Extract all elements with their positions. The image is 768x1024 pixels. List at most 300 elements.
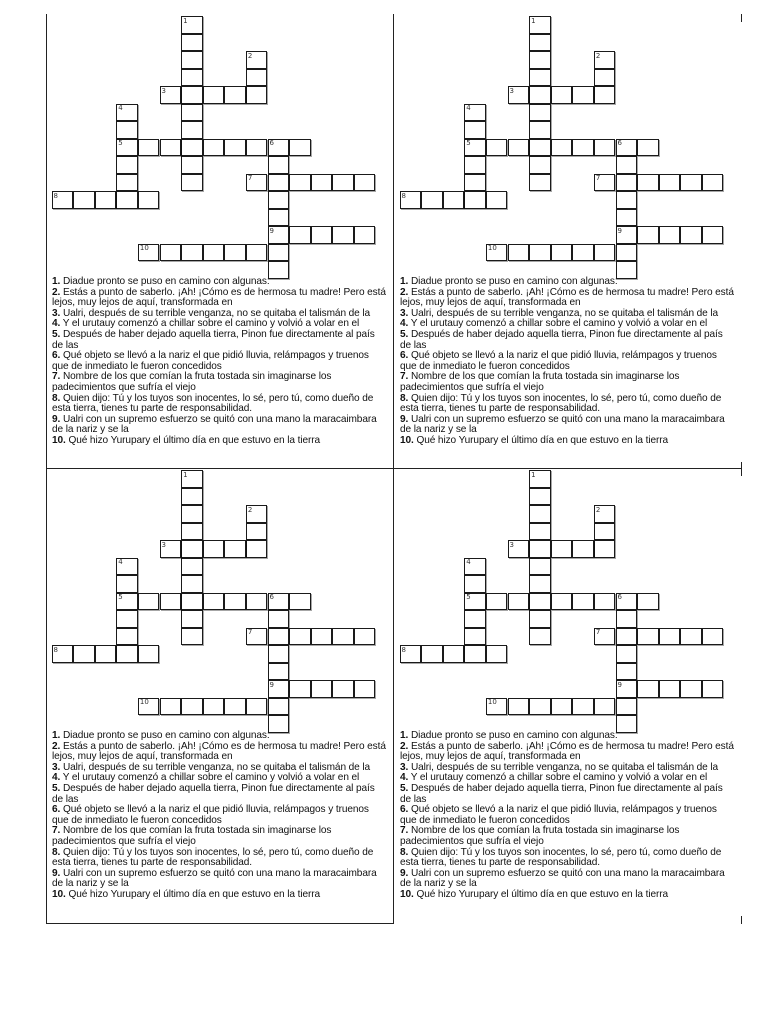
clue-number-label: 4 [118, 558, 123, 566]
clue-number-label: 7 [247, 628, 253, 636]
puzzle-panel-bottom-right [394, 468, 742, 922]
clue-text: Y el urutauy comenzó a chillar sobre el camino y volvió a volar en el [62, 318, 360, 330]
crossword-cell[interactable] [616, 174, 638, 192]
crossword-cell[interactable] [246, 69, 268, 87]
crossword-cell[interactable] [680, 174, 702, 192]
crossword-cell[interactable] [354, 628, 376, 646]
crossword-cell[interactable] [464, 174, 486, 192]
crossword-cell[interactable] [246, 698, 268, 716]
crossword-cell[interactable] [246, 244, 268, 262]
crossword-cell[interactable] [529, 558, 551, 576]
crossword-cell[interactable] [529, 593, 551, 611]
clue-item [400, 742, 736, 763]
clue-number-label: 8 [401, 645, 406, 654]
crossword-cell[interactable] [421, 191, 443, 209]
clue-number: 3. [52, 761, 61, 773]
clue-number-label: 7 [595, 628, 601, 636]
clue-number: 2. [52, 740, 61, 752]
clue-item [400, 784, 736, 805]
crossword-cell[interactable] [289, 680, 311, 698]
clue-text: Después de haber dejado aquella tierra, Pinon fue directamente al país de las [400, 328, 723, 351]
clue-text: Nombre de los que comían la fruta tostada sin imaginarse los padecimientos que sufría el viejo [52, 371, 332, 393]
crossword-cell[interactable] [508, 139, 530, 157]
clue-item [52, 742, 388, 763]
crossword-cell[interactable] [529, 174, 551, 192]
crossword-cell[interactable] [616, 191, 638, 209]
crossword-cell[interactable] [203, 593, 225, 611]
clue-number: 1. [400, 730, 409, 741]
puzzle-panel-top-right [394, 14, 742, 468]
clue-text: Estás a punto de saberlo. ¡Ah! ¡Cómo es de hermosa tu madre! Pero está lejos, muy lejos de aquí, transformada en [400, 740, 734, 763]
crossword-cell[interactable] [594, 139, 616, 157]
crossword-cell[interactable] [572, 139, 594, 157]
crossword-cell[interactable] [659, 628, 681, 646]
crossword-cell[interactable] [203, 698, 225, 716]
crossword-cell[interactable] [486, 593, 508, 611]
crossword-cell[interactable] [246, 593, 268, 611]
crossword-cell[interactable] [616, 715, 638, 733]
crossword-cell[interactable] [594, 86, 616, 104]
crossword-cell[interactable] [529, 610, 551, 628]
crossword-cell[interactable] [160, 698, 182, 716]
crossword-cell[interactable] [311, 628, 333, 646]
crossword-cell[interactable] [181, 558, 203, 576]
clue-item [400, 288, 736, 309]
crossword-cell[interactable] [572, 540, 594, 558]
clue-item [52, 330, 388, 351]
clue-text: Qué objeto se llevó a la nariz el que pidió lluvia, relámpagos y truenos que de inmediato le fueron concedidos [52, 804, 369, 826]
crossword-cell[interactable] [289, 226, 311, 244]
clue-number: 3. [400, 307, 409, 319]
crossword-cell[interactable] [203, 139, 225, 157]
crossword-cell[interactable] [268, 698, 290, 716]
crossword-cell[interactable] [616, 261, 638, 279]
clue-text: Quien dijo: Tú y los tuyos son inocentes, lo sé, pero tú, como dueño de esta tierra, tienes tu parte de responsabilidad. [52, 392, 374, 415]
crossword-cell[interactable] [268, 610, 290, 628]
clue-item [400, 890, 736, 901]
crossword-cell[interactable] [181, 540, 203, 558]
crossword-cell[interactable] [529, 523, 551, 541]
crossword-cell[interactable] [529, 34, 551, 52]
crossword-cell[interactable] [181, 121, 203, 139]
crossword-cell[interactable] [616, 209, 638, 227]
crossword-cell[interactable] [616, 645, 638, 663]
crossword-cell[interactable] [289, 174, 311, 192]
crossword-cell[interactable] [116, 156, 138, 174]
crossword-cell[interactable] [181, 523, 203, 541]
clue-number-label: 6 [617, 593, 622, 601]
clue-item [52, 288, 388, 309]
clue-item [52, 415, 388, 436]
crossword-cell[interactable] [116, 610, 138, 628]
crossword-cell[interactable] [421, 645, 443, 663]
crossword-cell[interactable] [529, 540, 551, 558]
crossword-cell[interactable] [268, 244, 290, 262]
crossword-cell[interactable] [181, 488, 203, 506]
crossword-cell[interactable] [289, 593, 311, 611]
clue-text: Quien dijo: Tú y los tuyos son inocentes, lo sé, pero tú, como dueño de esta tierra, tienes tu parte de responsabilidad. [52, 846, 374, 869]
clue-number: 5. [52, 782, 61, 794]
crossword-cell[interactable] [551, 698, 573, 716]
clue-item [400, 330, 736, 351]
crossword-cell[interactable] [508, 698, 530, 716]
crossword-cell[interactable] [224, 698, 246, 716]
crossword-cell[interactable] [138, 139, 160, 157]
crossword-cell[interactable] [332, 680, 354, 698]
clue-number-label: 7 [247, 174, 253, 182]
crossword-cell[interactable] [637, 628, 659, 646]
crossword-cell[interactable] [508, 244, 530, 262]
crossword-cell[interactable] [680, 226, 702, 244]
crossword-cell[interactable] [659, 680, 681, 698]
crossword-cell[interactable] [486, 645, 508, 663]
clue-number-label: 2 [595, 51, 601, 60]
crossword-cell[interactable] [529, 69, 551, 87]
crossword-cell[interactable] [203, 86, 225, 104]
crossword-cell[interactable] [116, 121, 138, 139]
crossword-cell[interactable] [181, 628, 203, 646]
clue-number-label: 3 [509, 86, 514, 95]
clue-number-label: 7 [595, 174, 601, 182]
crossword-cell[interactable] [224, 540, 246, 558]
crossword-cell[interactable] [95, 645, 117, 663]
crossword-cell[interactable] [529, 698, 551, 716]
clue-number-label: 5 [118, 593, 123, 601]
crossword-cell[interactable] [464, 156, 486, 174]
crossword-cell[interactable] [181, 104, 203, 122]
clue-number: 4. [400, 772, 409, 784]
crossword-grid [394, 14, 742, 276]
clue-number: 10. [400, 888, 414, 900]
crossword-cell[interactable] [246, 523, 268, 541]
crossword-cell[interactable] [702, 226, 724, 244]
clue-text: Después de haber dejado aquella tierra, Pinon fue directamente al país de las [52, 328, 375, 351]
crossword-cell[interactable] [551, 540, 573, 558]
clue-list [52, 277, 388, 447]
clue-text: Estás a punto de saberlo. ¡Ah! ¡Cómo es de hermosa tu madre! Pero está lejos, muy lejos de aquí, transformada en [400, 286, 734, 309]
crossword-cell[interactable] [464, 121, 486, 139]
clue-number: 9. [52, 413, 61, 425]
crossword-cell[interactable] [246, 86, 268, 104]
crossword-cell[interactable] [529, 575, 551, 593]
crossword-cell[interactable] [637, 226, 659, 244]
crossword-cell[interactable] [551, 244, 573, 262]
clue-number-label: 6 [617, 139, 622, 147]
clue-item [52, 826, 388, 847]
clue-item [52, 805, 388, 826]
clue-number: 7. [52, 371, 61, 383]
clue-number: 3. [52, 307, 61, 319]
clue-number: 6. [52, 804, 61, 816]
clue-number: 9. [52, 867, 61, 879]
clue-text: Ualri con un supremo esfuerzo se quitó con una mano la maracaimbara de la nariz y se la [400, 867, 725, 890]
crossword-cell[interactable] [354, 226, 376, 244]
crossword-cell[interactable] [246, 139, 268, 157]
crossword-cell[interactable] [160, 139, 182, 157]
clue-number-label: 8 [53, 645, 58, 654]
clue-text: Nombre de los que comían la fruta tostada sin imaginarse los padecimientos que sufría el viejo [400, 371, 680, 393]
crossword-cell[interactable] [594, 698, 616, 716]
clue-text: Ualri con un supremo esfuerzo se quitó con una mano la maracaimbara de la nariz y se la [52, 867, 377, 890]
crossword-cell[interactable] [464, 645, 486, 663]
crossword-cell[interactable] [572, 593, 594, 611]
clue-number-label: 8 [53, 191, 58, 200]
crossword-cell[interactable] [680, 680, 702, 698]
crossword-cell[interactable] [181, 610, 203, 628]
clue-number-label: 10 [139, 698, 149, 706]
clue-number-label: 6 [269, 139, 274, 147]
clue-number-label: 10 [139, 244, 149, 252]
crossword-cell[interactable] [181, 244, 203, 262]
clue-number: 6. [400, 350, 409, 362]
crossword-cell[interactable] [181, 34, 203, 52]
clue-item [400, 351, 736, 372]
right-border-line-top [741, 14, 742, 22]
left-border-line [46, 14, 47, 924]
crossword-cell[interactable] [594, 540, 616, 558]
crossword-cell[interactable] [616, 698, 638, 716]
crossword-cell[interactable] [594, 69, 616, 87]
crossword-cell[interactable] [659, 226, 681, 244]
clue-number: 10. [52, 434, 66, 446]
crossword-cell[interactable] [464, 191, 486, 209]
clue-text: Qué objeto se llevó a la nariz el que pidió lluvia, relámpagos y truenos que de inmediato le fueron concedidos [52, 350, 369, 372]
clue-number: 5. [52, 328, 61, 340]
crossword-cell[interactable] [181, 86, 203, 104]
clue-list [52, 731, 388, 901]
crossword-cell[interactable] [529, 488, 551, 506]
crossword-cell[interactable] [508, 593, 530, 611]
crossword-cell[interactable] [443, 191, 465, 209]
crossword-grid [394, 468, 742, 730]
crossword-cell[interactable] [138, 191, 160, 209]
clue-text: Después de haber dejado aquella tierra, Pinon fue directamente al país de las [400, 782, 723, 805]
clue-item [52, 351, 388, 372]
crossword-cell[interactable] [616, 156, 638, 174]
clue-number-label: 1 [531, 16, 536, 25]
clue-number-label: 10 [487, 698, 497, 706]
clue-number-label: 3 [509, 540, 514, 549]
clue-number: 10. [400, 434, 414, 446]
crossword-cell[interactable] [637, 174, 659, 192]
crossword-cell[interactable] [181, 69, 203, 87]
crossword-cell[interactable] [529, 628, 551, 646]
crossword-cell[interactable] [464, 575, 486, 593]
clue-text: Diadue pronto se puso en camino con algunas: [410, 276, 618, 287]
crossword-cell[interactable] [181, 156, 203, 174]
clue-text: Quien dijo: Tú y los tuyos son inocentes, lo sé, pero tú, como dueño de esta tierra, tienes tu parte de responsabilidad. [400, 392, 722, 415]
clue-text: Qué hizo Yurupary el último día en que estuvo en la tierra [416, 888, 669, 900]
crossword-cell[interactable] [268, 191, 290, 209]
crossword-cell[interactable] [181, 575, 203, 593]
crossword-cell[interactable] [464, 610, 486, 628]
clue-number-label: 5 [466, 139, 471, 147]
clue-number: 4. [400, 318, 409, 330]
crossword-cell[interactable] [594, 244, 616, 262]
clue-number: 8. [52, 846, 61, 858]
crossword-cell[interactable] [529, 244, 551, 262]
crossword-cell[interactable] [311, 174, 333, 192]
crossword-cell[interactable] [551, 86, 573, 104]
clue-item [52, 394, 388, 415]
clue-number-label: 4 [466, 558, 471, 566]
clue-item [52, 869, 388, 890]
crossword-cell[interactable] [551, 593, 573, 611]
crossword-cell[interactable] [95, 191, 117, 209]
crossword-cell[interactable] [680, 628, 702, 646]
crossword-cell[interactable] [594, 593, 616, 611]
crossword-cell[interactable] [268, 156, 290, 174]
crossword-cell[interactable] [73, 645, 95, 663]
clue-text: Qué hizo Yurupary el último día en que estuvo en la tierra [68, 888, 321, 900]
clue-number-label: 5 [118, 139, 123, 147]
crossword-cell[interactable] [486, 191, 508, 209]
puzzle-panel-bottom-left [46, 468, 394, 922]
clue-list [400, 731, 736, 901]
crossword-cell[interactable] [268, 174, 290, 192]
crossword-cell[interactable] [637, 139, 659, 157]
crossword-cell[interactable] [529, 86, 551, 104]
crossword-cell[interactable] [116, 628, 138, 646]
crossword-cell[interactable] [572, 86, 594, 104]
crossword-cell[interactable] [224, 139, 246, 157]
crossword-cell[interactable] [443, 645, 465, 663]
crossword-cell[interactable] [702, 680, 724, 698]
crossword-cell[interactable] [203, 540, 225, 558]
clue-number-label: 10 [487, 244, 497, 252]
crossword-cell[interactable] [138, 593, 160, 611]
crossword-cell[interactable] [572, 244, 594, 262]
crossword-cell[interactable] [268, 663, 290, 681]
clue-text: Nombre de los que comían la fruta tostada sin imaginarse los padecimientos que sufría el viejo [400, 825, 680, 847]
crossword-cell[interactable] [637, 593, 659, 611]
crossword-cell[interactable] [572, 698, 594, 716]
crossword-cell[interactable] [702, 174, 724, 192]
crossword-cell[interactable] [616, 610, 638, 628]
crossword-cell[interactable] [616, 663, 638, 681]
clue-item [400, 805, 736, 826]
crossword-cell[interactable] [529, 51, 551, 69]
crossword-cell[interactable] [529, 104, 551, 122]
crossword-cell[interactable] [289, 139, 311, 157]
crossword-cell[interactable] [116, 174, 138, 192]
crossword-cell[interactable] [551, 139, 573, 157]
clue-number-label: 1 [531, 470, 536, 479]
crossword-cell[interactable] [138, 645, 160, 663]
clue-number-label: 2 [595, 505, 601, 514]
clue-text: Qué objeto se llevó a la nariz el que pidió lluvia, relámpagos y truenos que de inmediato le fueron concedidos [400, 350, 717, 372]
crossword-cell[interactable] [268, 261, 290, 279]
clue-item [400, 415, 736, 436]
crossword-cell[interactable] [332, 226, 354, 244]
crossword-cell[interactable] [181, 174, 203, 192]
clue-number: 5. [400, 328, 409, 340]
crossword-cell[interactable] [181, 593, 203, 611]
clue-number: 1. [52, 730, 61, 741]
crossword-cell[interactable] [616, 244, 638, 262]
crossword-cell[interactable] [529, 505, 551, 523]
clue-number: 4. [52, 772, 61, 784]
clue-text: Y el urutauy comenzó a chillar sobre el camino y volvió a volar en el [410, 318, 708, 330]
crossword-cell[interactable] [354, 174, 376, 192]
crossword-cell[interactable] [637, 680, 659, 698]
center-divider-line [393, 14, 394, 924]
crossword-cell[interactable] [181, 51, 203, 69]
crossword-cell[interactable] [332, 174, 354, 192]
crossword-cell[interactable] [311, 680, 333, 698]
crossword-cell[interactable] [203, 244, 225, 262]
clue-item [400, 869, 736, 890]
clue-item [52, 372, 388, 393]
clue-text: Ualri, después de su terrible venganza, no se quitaba el talismán de la [62, 307, 371, 319]
crossword-cell[interactable] [486, 139, 508, 157]
crossword-cell[interactable] [181, 505, 203, 523]
crossword-cell[interactable] [268, 715, 290, 733]
crossword-cell[interactable] [702, 628, 724, 646]
crossword-cell[interactable] [289, 628, 311, 646]
crossword-cell[interactable] [160, 593, 182, 611]
crossword-cell[interactable] [464, 628, 486, 646]
clue-number-label: 9 [269, 680, 274, 689]
crossword-cell[interactable] [116, 645, 138, 663]
right-border-line-middle [741, 462, 742, 476]
crossword-grid [46, 468, 394, 730]
bottom-border-line [46, 923, 394, 924]
clue-item [400, 436, 736, 447]
clue-text: Ualri, después de su terrible venganza, no se quitaba el talismán de la [410, 761, 719, 773]
clue-number: 9. [400, 413, 409, 425]
crossword-cell[interactable] [224, 244, 246, 262]
clue-text: Qué hizo Yurupary el último día en que estuvo en la tierra [68, 434, 321, 446]
clue-number: 9. [400, 867, 409, 879]
crossword-cell[interactable] [354, 680, 376, 698]
clue-text: Diadue pronto se puso en camino con algunas: [62, 730, 270, 741]
crossword-cell[interactable] [181, 139, 203, 157]
crossword-cell[interactable] [311, 226, 333, 244]
crossword-cell[interactable] [116, 191, 138, 209]
clue-number: 1. [400, 276, 409, 287]
crossword-cell[interactable] [616, 628, 638, 646]
clue-number: 6. [52, 350, 61, 362]
crossword-cell[interactable] [268, 209, 290, 227]
clue-text: Y el urutauy comenzó a chillar sobre el camino y volvió a volar en el [62, 772, 360, 784]
clue-text: Ualri con un supremo esfuerzo se quitó con una mano la maracaimbara de la nariz y se la [400, 413, 725, 436]
clue-number-label: 2 [247, 51, 253, 60]
crossword-cell[interactable] [332, 628, 354, 646]
clue-text: Ualri con un supremo esfuerzo se quitó con una mano la maracaimbara de la nariz y se la [52, 413, 377, 436]
right-border-line-bottom [741, 916, 742, 924]
crossword-cell[interactable] [659, 174, 681, 192]
crossword-cell[interactable] [181, 698, 203, 716]
clue-item [52, 890, 388, 901]
crossword-cell[interactable] [224, 593, 246, 611]
clue-text: Nombre de los que comían la fruta tostada sin imaginarse los padecimientos que sufría el viejo [52, 825, 332, 847]
crossword-cell[interactable] [529, 121, 551, 139]
crossword-cell[interactable] [116, 575, 138, 593]
crossword-cell[interactable] [529, 139, 551, 157]
clue-number: 2. [52, 286, 61, 298]
crossword-cell[interactable] [246, 540, 268, 558]
crossword-cell[interactable] [160, 244, 182, 262]
crossword-cell[interactable] [73, 191, 95, 209]
crossword-cell[interactable] [594, 523, 616, 541]
clue-item [400, 826, 736, 847]
crossword-cell[interactable] [529, 156, 551, 174]
crossword-cell[interactable] [224, 86, 246, 104]
clue-text: Estás a punto de saberlo. ¡Ah! ¡Cómo es de hermosa tu madre! Pero está lejos, muy lejos de aquí, transformada en [52, 740, 386, 763]
crossword-cell[interactable] [268, 645, 290, 663]
crossword-cell[interactable] [268, 628, 290, 646]
